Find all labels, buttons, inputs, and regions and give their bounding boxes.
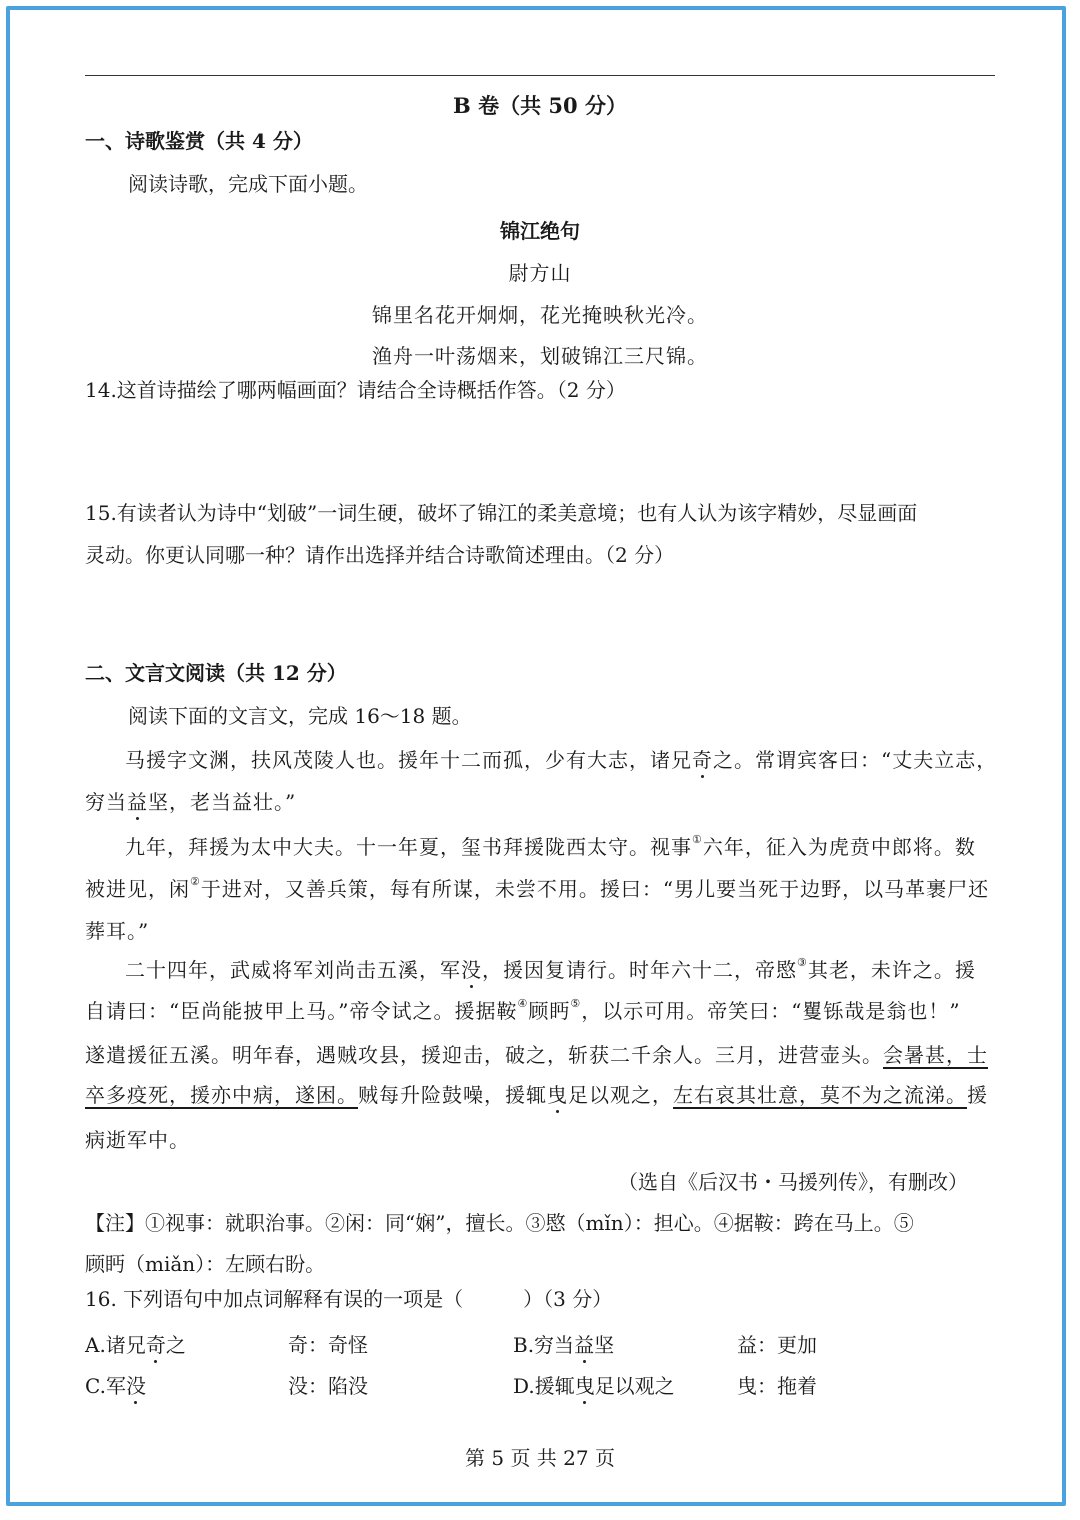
header-rule bbox=[85, 75, 995, 76]
notes-line-1: 【注】①视事：就职治事。②闲：同“娴”，擅长。③愍（mǐn）：担心。④据鞍：跨在马上。⑤ bbox=[85, 1211, 914, 1235]
passage-source: （选自《后汉书・马援列传》，有删改） bbox=[618, 1170, 968, 1194]
passage-p3-line-5: 病逝军中。 bbox=[85, 1128, 190, 1152]
part1-instruction: 阅读诗歌，完成下面小题。 bbox=[128, 172, 368, 196]
option-d-explanation: 曳：拖着 bbox=[737, 1374, 817, 1398]
underlined-sentence: 会暑甚，士 bbox=[883, 1043, 988, 1067]
question-15-line-2: 灵动。你更认同哪一种？请作出选择并结合诗歌简述理由。（2 分） bbox=[85, 543, 675, 567]
question-15-line-1: 15.有读者认为诗中“划破”一词生硬，破坏了锦江的柔美意境；也有人认为该字精妙，尽显画面 bbox=[85, 501, 918, 525]
passage-p1-line-2: 穷当益坚，老当益壮。” bbox=[85, 790, 297, 814]
option-b-explanation: 益：更加 bbox=[737, 1333, 817, 1357]
dotted-word: 曳 bbox=[574, 1374, 595, 1398]
part1-heading: 一、诗歌鉴赏（共 4 分） bbox=[85, 129, 313, 153]
poem-title: 锦江绝句 bbox=[500, 219, 580, 243]
dotted-word: 益 bbox=[574, 1333, 595, 1357]
passage-p3-line-1: 二十四年，武威将军刘尚击五溪，军没，援因复请行。时年六十二，帝愍③其老，未许之。援 bbox=[125, 956, 976, 982]
passage-p3-line-2: 自请曰：“臣尚能披甲上马。”帝令试之。援据鞍④顾眄⑤，以示可用。帝笑曰：“矍铄哉是翁也！” bbox=[85, 997, 961, 1023]
option-c: C.军没 bbox=[85, 1374, 146, 1398]
page-footer: 第 5 页 共 27 页 bbox=[465, 1446, 615, 1470]
question-14: 14.这首诗描绘了哪两幅画面？请结合全诗概括作答。（2 分） bbox=[85, 378, 626, 402]
poem-line-2: 渔舟一叶荡烟来，划破锦江三尺锦。 bbox=[372, 344, 708, 368]
option-a: A.诸兄奇之 bbox=[85, 1333, 186, 1357]
underlined-sentence: 卒多疫死，援亦中病，遂困。 bbox=[85, 1083, 358, 1107]
option-d: D.援辄曳足以观之 bbox=[513, 1374, 675, 1398]
option-a-explanation: 奇：奇怪 bbox=[288, 1333, 368, 1357]
part2-instruction: 阅读下面的文言文，完成 16～18 题。 bbox=[128, 704, 472, 728]
part2-heading: 二、文言文阅读（共 12 分） bbox=[85, 661, 347, 685]
dotted-word: 益 bbox=[127, 790, 148, 814]
poem-author: 尉方山 bbox=[508, 261, 572, 285]
passage-p3-line-4: 卒多疫死，援亦中病，遂困。贼每升险鼓噪，援辄曳足以观之，左右哀其壮意，莫不为之流涕。援 bbox=[85, 1083, 988, 1107]
question-16: 16. 下列语句中加点词解释有误的一项是（ ）（3 分） bbox=[85, 1287, 613, 1311]
poem-line-1: 锦里名花开炯炯，花光掩映秋光冷。 bbox=[372, 303, 708, 327]
note-marker: ⑤ bbox=[570, 997, 582, 1010]
passage-p2-line-2: 被进见，闲②于进对，又善兵策，每有所谋，未尝不用。援曰：“男儿要当死于边野，以马革裹尸还 bbox=[85, 875, 990, 901]
passage-p3-line-3: 遂遣援征五溪。明年春，遇贼攻县，援迎击，破之，斩获二千余人。三月，进营壶头。会暑甚，士 bbox=[85, 1043, 988, 1067]
note-marker: ② bbox=[190, 875, 201, 888]
dotted-word: 奇 bbox=[692, 748, 713, 772]
underlined-sentence: 左右哀其壮意，莫不为之流涕。 bbox=[673, 1083, 967, 1107]
passage-p1-line-1: 马援字文渊，扶风茂陵人也。援年十二而孤，少有大志，诸兄奇之。常谓宾客曰：“丈夫立志， bbox=[125, 748, 998, 772]
option-b: B.穷当益坚 bbox=[513, 1333, 615, 1357]
section-title: B 卷（共 50 分） bbox=[453, 93, 627, 118]
passage-p2-line-1: 九年，拜援为太中大夫。十一年夏，玺书拜援陇西太守。视事①六年，征入为虎贲中郎将。数 bbox=[125, 833, 976, 859]
note-marker: ④ bbox=[517, 997, 529, 1010]
option-c-explanation: 没：陷没 bbox=[288, 1374, 368, 1398]
dotted-word: 奇 bbox=[145, 1333, 166, 1357]
passage-p2-line-3: 葬耳。” bbox=[85, 919, 150, 943]
dotted-word: 曳 bbox=[547, 1083, 568, 1107]
dotted-word: 没 bbox=[125, 1374, 146, 1398]
dotted-word: 没 bbox=[461, 958, 482, 982]
notes-line-2: 顾眄（miǎn）：左顾右盼。 bbox=[85, 1252, 326, 1276]
note-marker: ③ bbox=[797, 956, 808, 969]
note-marker: ① bbox=[692, 833, 703, 846]
